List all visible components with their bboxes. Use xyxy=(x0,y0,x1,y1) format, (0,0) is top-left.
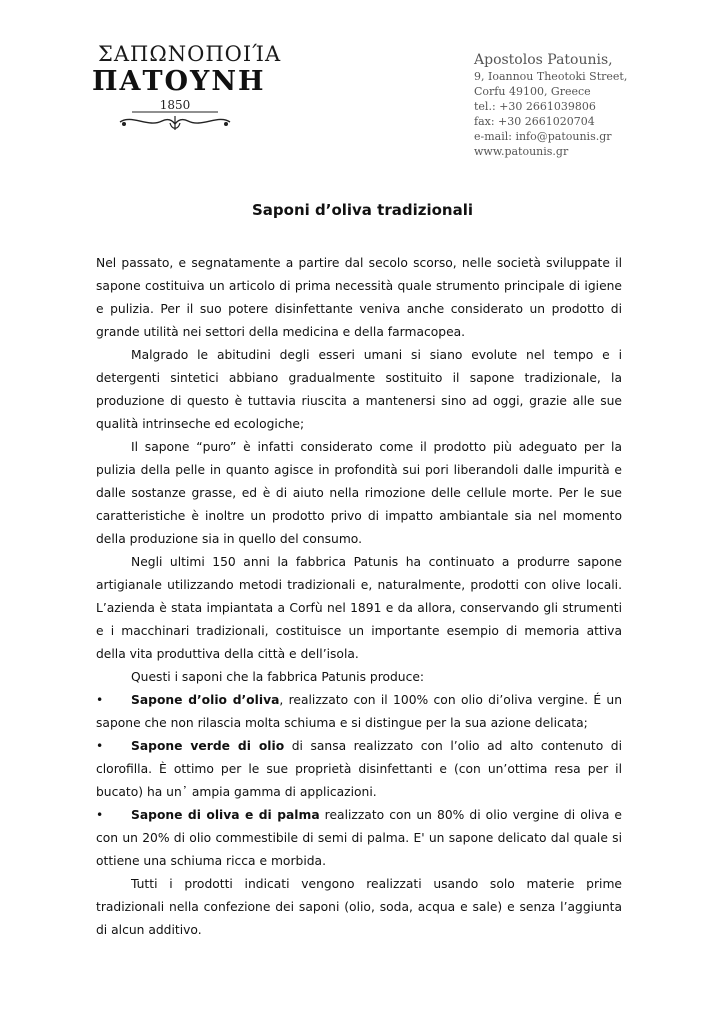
bullet-icon: • xyxy=(96,808,104,822)
logo-year: 1850 xyxy=(159,98,191,112)
contact-block xyxy=(474,52,704,159)
ornament-icon xyxy=(118,110,232,132)
contact-fax: fax: +30 2661020704 xyxy=(474,115,595,128)
contact-street: 9, Ioannou Theotoki Street, xyxy=(474,70,628,83)
product-description: realizzato con un 80% di olio vergine di oliva e con un 20% di olio commestibile di semi di palma. E' un sapone delicato dal quale si ottiene una schiuma ricca e morbida. xyxy=(96,808,622,868)
contact-name: Apostolos Patounis, xyxy=(474,52,613,68)
logo-text-top: ΣΑΠΩΝΟΠΟΙΊΑ xyxy=(98,42,282,66)
company-logo xyxy=(90,42,282,132)
paragraph-factory: Negli ultimi 150 anni la fabbrica Patunis ha continuato a produrre sapone artigianale utilizzando metodi tradizionali e, naturalmente, prodotti con olive locali. L’azienda è stata impiantata a Corfù nel 1891 e da allora, conservando gli strumenti e i macchinari tradizionali, costituisce un importante esempio di memoria attiva della vita produttiva della città e dell’isola. xyxy=(96,555,622,661)
paragraph-products-intro: Questi i saponi che la fabbrica Patunis produce: xyxy=(131,670,425,684)
contact-email: e-mail: info@patounis.gr xyxy=(474,130,612,143)
product-description: di sansa realizzato con l’olio ad alto contenuto di clorofilla. È ottimo per le sue proprietà disinfettanti e (con un’ottima resa per il bucato) ha un᾽ ampia gamma di applicazioni. xyxy=(96,739,622,799)
product-description: , realizzato con il 100% con olio di’oliva vergine. É un sapone che non rilascia molta schiuma e si distingue per la sua azione delicata; xyxy=(96,693,623,730)
product-name: Sapone d’olio d’oliva xyxy=(131,693,280,707)
contact-website: www.patounis.gr xyxy=(474,145,569,158)
product-name: Sapone verde di olio xyxy=(131,739,285,753)
product-name: Sapone di oliva e di palma xyxy=(131,808,320,822)
paragraph-intro: Nel passato, e segnatamente a partire dal secolo scorso, nelle società sviluppate il sapone costituiva un articolo di prima necessità quale strumento principale di igiene e pulizia. Per il suo potere disinfettante veniva anche considerato un prodotto di grande utilità nei settori della medicina e della farmacopea. xyxy=(96,256,622,339)
contact-city: Corfu 49100, Greece xyxy=(474,85,591,98)
paragraph-pure-soap: Il sapone “puro” è infatti considerato come il prodotto più adeguato per la pulizia della pelle in quanto agisce in profondità sui pori liberandoli dalle impurità e dalle sostanze grasse, ed è di aiuto nella rimozione delle cellule morte. Per le sue caratteristiche è inoltre un prodotto privo di impatto ambiantale sia nel momento della produzione sia in quello del consumo. xyxy=(96,440,622,546)
list-item xyxy=(96,735,622,804)
paragraph-history: Malgrado le abitudini degli esseri umani si siano evolute nel tempo e i detergenti sintetici abbiano gradualmente sostituito il sapone tradizionale, la produzione di questo è tuttavia riuscita a mantenersi sino ad oggi, grazie alle sue qualità intrinseche ed ecologiche; xyxy=(96,348,622,431)
paragraph-closing: Tutti i prodotti indicati vengono realizzati usando solo materie prime tradizionali nella confezione dei saponi (olio, soda, acqua e sale) e senza l’aggiunta di alcun additivo. xyxy=(96,877,622,937)
logo-text-main: ΠΑΤΟΥΝΗ xyxy=(92,66,266,97)
document-title: Saponi d’oliva tradizionali xyxy=(252,201,473,219)
list-item xyxy=(96,804,622,873)
document-body xyxy=(96,252,622,942)
contact-tel: tel.: +30 2661039806 xyxy=(474,100,596,113)
bullet-icon: • xyxy=(96,693,104,707)
bullet-icon: • xyxy=(96,739,104,753)
list-item xyxy=(96,689,622,735)
